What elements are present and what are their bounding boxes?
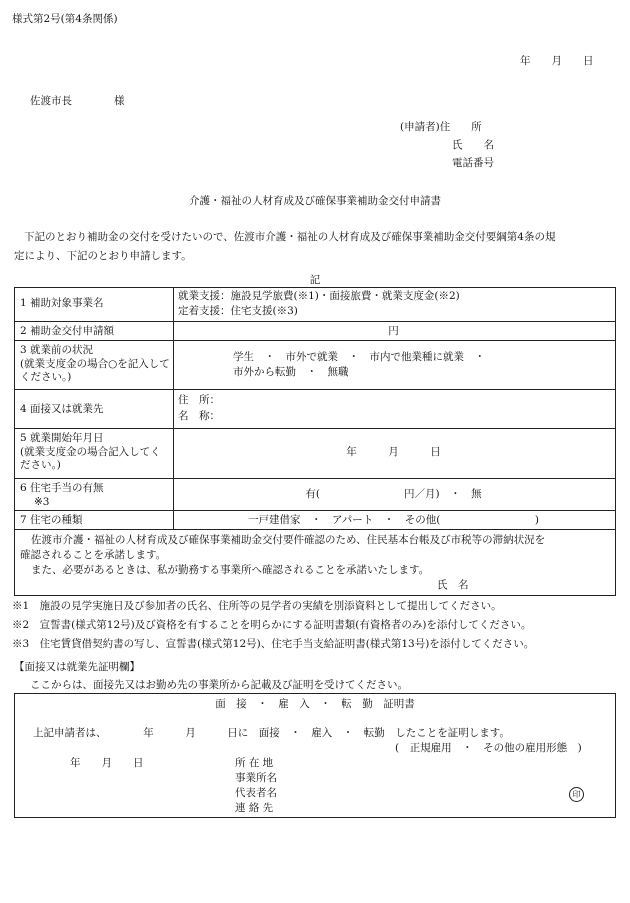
seal-mark: 印 xyxy=(569,787,584,802)
cert-rep-label: 代表者名 xyxy=(235,787,277,799)
label-housing-allowance: 6 住宅手当の有無 ※3 xyxy=(20,482,104,508)
value-start-date: 年 月 日 xyxy=(346,446,441,458)
value-target-project-1: 就業支援：施設見学旅費(※1)・面接旅費・就業支度金(※2) xyxy=(178,290,460,302)
cert-location-label: 所 在 地 xyxy=(235,757,274,769)
consent-line-3: また、必要があるときは、私が勤務する事業所へ確認されることを承諾いたします。 xyxy=(31,564,430,576)
label-target-project: 1 補助対象事業名 xyxy=(20,297,104,309)
value-prior-status-2: 市外から転勤 ・ 無職 xyxy=(233,366,349,378)
consent-line-1: 佐渡市介護・福祉の人材育成及び確保事業補助金交付要件確認のため、住民基本台帳及び市税等の滞納状況を xyxy=(31,534,546,546)
cert-employment-type: ( 正規雇用 ・ その他の雇用形態 ) xyxy=(395,742,582,754)
value-workplace-address: 住 所： xyxy=(178,394,220,406)
label-prior-status: 3 就業前の状況 (就業支度金の場合○を記入してください。) xyxy=(20,344,170,384)
row-prior-status xyxy=(15,340,615,389)
cert-date: 年 月 日 xyxy=(70,757,144,769)
applicant-name-label: 氏 名 xyxy=(452,139,494,151)
row-amount xyxy=(15,321,615,340)
label-start-date: 5 就業開始年月日 (就業支度金の場合記入してください。) xyxy=(20,432,161,472)
applicant-phone-label: 電話番号 xyxy=(452,157,494,169)
cert-title: 面 接 ・ 雇 入 ・ 転 勤 証明書 xyxy=(215,698,415,710)
application-table xyxy=(14,287,616,596)
consent-section xyxy=(15,529,615,595)
value-prior-status-1: 学生 ・ 市外で就業 ・ 市内で他業種に就業 ・ xyxy=(233,351,485,363)
row-target-project xyxy=(15,288,615,321)
label-workplace: 4 面接又は就業先 xyxy=(20,403,104,415)
label-amount: 2 補助金交付申請額 xyxy=(20,325,115,337)
consent-line-2: 確認されることを承諾します。 xyxy=(20,549,167,561)
cert-instruction: ここからは、面接先又はお勤め先の事業所から記載及び証明を受けてください。 xyxy=(30,679,408,691)
certification-box xyxy=(14,693,616,818)
row-workplace xyxy=(15,389,615,428)
intro-line-2: 定により、下記のとおり申請します。 xyxy=(14,250,192,262)
note-1: ※1 施設の見学実施日及び参加者の氏名、住所等の見学者の実績を別添資料として提出してください。 xyxy=(12,600,502,612)
addressee: 佐渡市長 様 xyxy=(30,95,125,107)
ki-heading: 記 xyxy=(309,274,321,286)
value-target-project-2: 定着支援：住宅支援(※3) xyxy=(178,305,298,317)
page-title: 介護・福祉の人材育成及び確保事業補助金交付申請書 xyxy=(189,195,441,207)
row-start-date xyxy=(15,428,615,478)
cert-statement: 上記申請者は、 年 月 日に 面接 ・ 雇入 ・ 転勤 したことを証明します。 xyxy=(33,727,510,739)
note-2: ※2 宣誓書(様式第12号)及び資格を有することを明らかにする証明書類(有資格者のみ)を添付してください。 xyxy=(12,619,532,631)
value-housing-type: 一戸建借家 ・ アパート ・ その他( ) xyxy=(248,514,539,526)
cert-header: 【面接又は就業先証明欄】 xyxy=(14,661,140,673)
value-workplace-name: 名 称： xyxy=(178,410,220,422)
applicant-address-label: (申請者)住 所 xyxy=(400,121,482,133)
cert-office-label: 事業所名 xyxy=(235,772,277,784)
intro-line-1: 下記のとおり補助金の交付を受けたいので、佐渡市介護・福祉の人材育成及び確保事業補助金交付要綱第4条の規 xyxy=(24,231,556,243)
note-3: ※3 住宅賃貸借契約書の写し、宣誓書(様式第12号)、住宅手当支給証明書(様式第13号)を添付してください。 xyxy=(12,638,535,650)
consent-signature-label: 氏 名 xyxy=(437,579,469,591)
date-line: 年 月 日 xyxy=(520,55,594,67)
row-housing-type xyxy=(15,510,615,529)
cert-contact-label: 連 絡 先 xyxy=(235,802,274,814)
value-housing-allowance: 有( 円／月) ・ 無 xyxy=(305,488,482,500)
form-number: 様式第2号(第4条関係) xyxy=(12,13,118,25)
label-housing-type: 7 住宅の種類 xyxy=(20,514,83,526)
row-housing-allowance xyxy=(15,478,615,510)
value-amount: 円 xyxy=(388,325,399,337)
